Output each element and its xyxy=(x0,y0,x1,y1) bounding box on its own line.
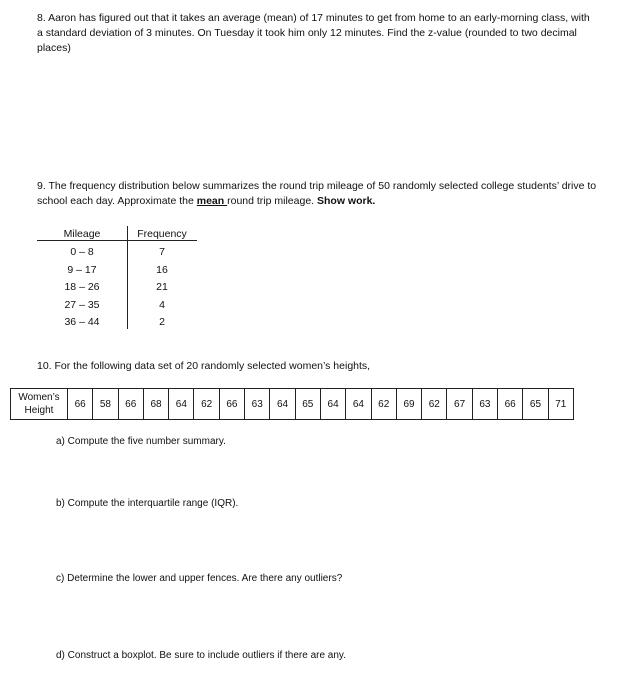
height-cell: 68 xyxy=(143,389,168,420)
table-row xyxy=(37,279,197,297)
part-c: c) Determine the lower and upper fences. Are there any outliers? xyxy=(56,573,343,584)
header-frequency: Frequency xyxy=(127,228,197,241)
height-cell: 69 xyxy=(396,389,421,420)
height-cell: 65 xyxy=(523,389,548,420)
height-cell: 66 xyxy=(498,389,523,420)
label-line-2: Height xyxy=(24,405,54,416)
height-cell: 58 xyxy=(93,389,118,420)
table-row xyxy=(37,261,197,279)
part-b: b) Compute the interquartile range (IQR). xyxy=(56,498,239,509)
frequency-table xyxy=(37,226,197,331)
height-cell: 62 xyxy=(194,389,219,420)
height-cell: 64 xyxy=(346,389,371,420)
show-work: Show work. xyxy=(317,195,376,207)
heights-row xyxy=(11,389,574,420)
table-row xyxy=(37,244,197,262)
height-cell: 63 xyxy=(245,389,270,420)
header-mileage: Mileage xyxy=(37,228,127,241)
table-divider xyxy=(127,226,128,329)
frequency-cell: 16 xyxy=(156,263,168,276)
height-cell: 67 xyxy=(447,389,472,420)
frequency-cell: 2 xyxy=(159,316,165,329)
table-header xyxy=(37,226,197,244)
height-cell: 62 xyxy=(371,389,396,420)
height-cell: 66 xyxy=(219,389,244,420)
mean-word: mean xyxy=(196,195,228,207)
height-cell: 64 xyxy=(270,389,295,420)
question-10: 10. For the following data set of 20 randomly selected women’s heights, xyxy=(37,360,371,372)
height-cell: 64 xyxy=(169,389,194,420)
mileage-cell: 27 – 35 xyxy=(64,298,100,311)
frequency-cell: 7 xyxy=(159,246,165,259)
height-cell: 66 xyxy=(118,389,143,420)
part-a: a) Compute the five number summary. xyxy=(56,436,226,447)
table-row xyxy=(37,296,197,314)
question-9-middle: round trip mileage. xyxy=(227,195,317,207)
height-cell: 71 xyxy=(548,389,573,420)
height-cell: 66 xyxy=(68,389,93,420)
height-cell: 62 xyxy=(422,389,447,420)
mileage-cell: 9 – 17 xyxy=(67,263,97,276)
part-d: d) Construct a boxplot. Be sure to include outliers if there are any. xyxy=(56,650,346,661)
height-cell: 63 xyxy=(472,389,497,420)
label-line-1: Women’s xyxy=(18,392,60,403)
height-cell: 64 xyxy=(320,389,345,420)
frequency-cell: 21 xyxy=(156,281,168,294)
height-cell: 65 xyxy=(295,389,320,420)
mileage-cell: 0 – 8 xyxy=(70,246,94,259)
table-row xyxy=(37,314,197,332)
question-8: 8. Aaron has figured out that it takes an average (mean) of 17 minutes to get from home to an early-morning class, with a standard deviation of 3 minutes. On Tuesday it took him only 12 minutes. Find the z-value (rounded to two decimal places) xyxy=(37,12,590,54)
question-9-prefix: 9. The frequency distribution below summarizes the round trip mileage of 50 randomly selected college students’ drive to school each day. Approximate the xyxy=(37,180,597,207)
frequency-cell: 4 xyxy=(159,298,165,311)
question-9 xyxy=(37,179,597,209)
mileage-cell: 36 – 44 xyxy=(64,316,100,329)
heights-table xyxy=(10,388,574,420)
heights-label xyxy=(11,389,68,420)
mileage-cell: 18 – 26 xyxy=(64,281,100,294)
